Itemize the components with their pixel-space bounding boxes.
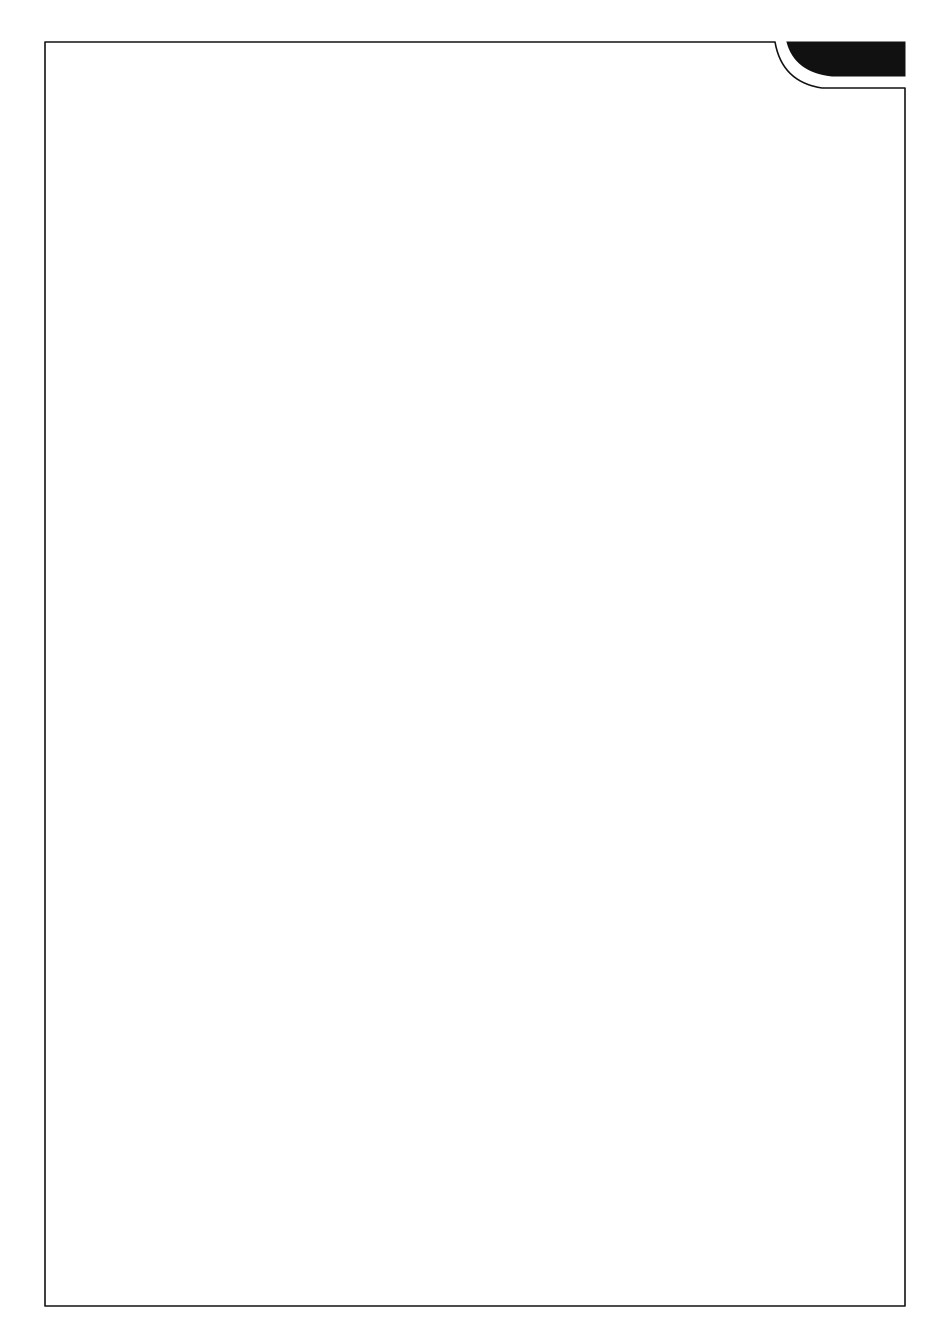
page-frame — [45, 42, 905, 1306]
